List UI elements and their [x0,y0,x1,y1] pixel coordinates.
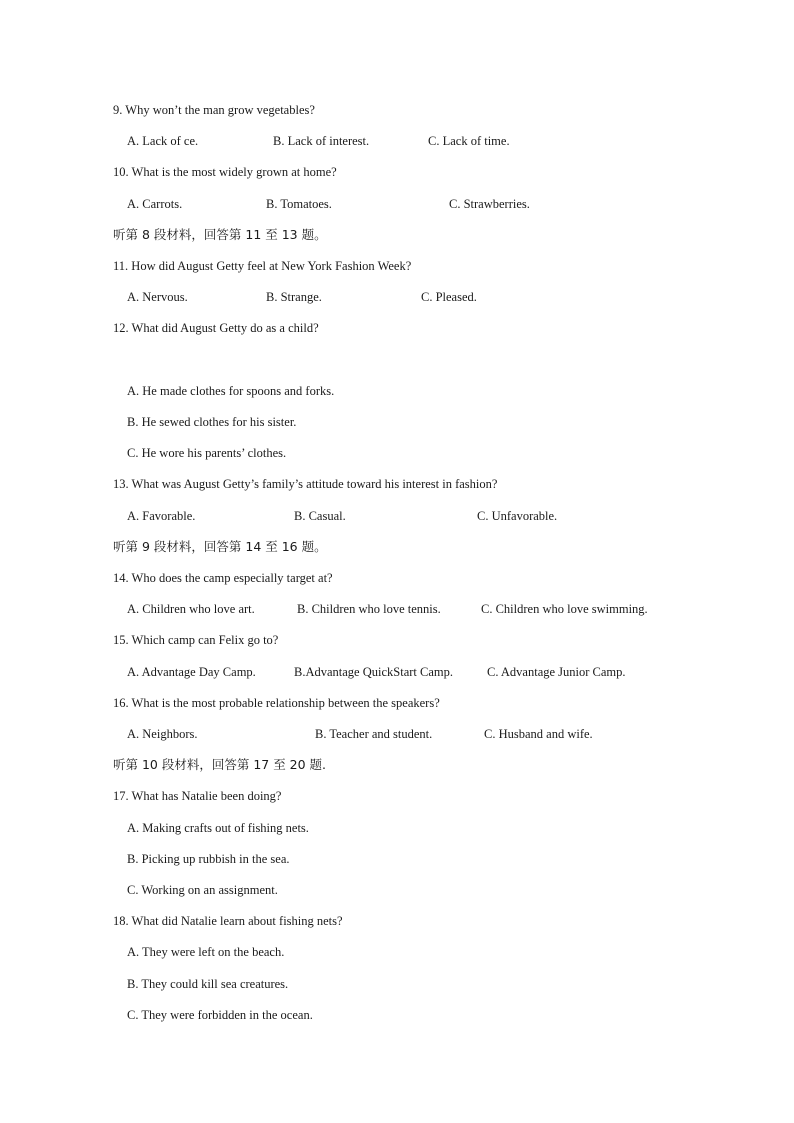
option-b: B. Casual. [294,509,346,523]
option-a: A. Nervous. [127,290,188,304]
option-c: C. Unfavorable. [477,509,558,523]
option-a: A. Neighbors. [127,727,198,741]
option-c: C. Husband and wife. [484,727,593,741]
section-heading-9: 听第 9 段材料，回答第 14 至 16 题。 [113,539,327,554]
question-11: 11. How did August Getty feel at New York Fashion Week? [113,259,412,273]
option-c: C. Working on an assignment. [127,883,278,897]
question-15: 15. Which camp can Felix go to? [113,633,279,647]
question-14: 14. Who does the camp especially target at? [113,571,333,585]
option-b: B. He sewed clothes for his sister. [127,415,297,429]
option-a: A. He made clothes for spoons and forks. [127,384,335,398]
option-b: B. Teacher and student. [315,727,433,741]
option-c: C. Lack of time. [428,134,510,148]
question-12: 12. What did August Getty do as a child? [113,321,319,335]
option-a: A. Carrots. [127,197,183,211]
option-b: B. They could kill sea creatures. [127,977,289,991]
option-c: C. They were forbidden in the ocean. [127,1008,313,1022]
option-a: A. Making crafts out of fishing nets. [127,821,309,835]
section-heading-10: 听第 10 段材料，回答第 17 至 20 题. [113,757,327,772]
option-c: C. Children who love swimming. [481,602,648,616]
option-a: A. Lack of ce. [127,134,199,148]
option-a: A. They were left on the beach. [127,945,285,959]
option-b: B. Tomatoes. [266,197,332,211]
option-b: B.Advantage QuickStart Camp. [294,665,453,679]
option-c: C. He wore his parents’ clothes. [127,446,287,460]
question-16: 16. What is the most probable relationship between the speakers? [113,696,440,710]
question-17: 17. What has Natalie been doing? [113,789,282,803]
option-a: A. Children who love art. [127,602,255,616]
option-b: B. Children who love tennis. [297,602,441,616]
question-13: 13. What was August Getty’s family’s attitude toward his interest in fashion? [113,477,498,491]
option-b: B. Picking up rubbish in the sea. [127,852,290,866]
option-c: C. Strawberries. [449,197,530,211]
option-a: A. Advantage Day Camp. [127,665,256,679]
option-c: C. Advantage Junior Camp. [487,665,626,679]
option-b: B. Lack of interest. [273,134,370,148]
section-heading-8: 听第 8 段材料，回答第 11 至 13 题。 [113,227,327,242]
question-9: 9. Why won’t the man grow vegetables? [113,103,315,117]
question-10: 10. What is the most widely grown at home? [113,165,337,179]
option-c: C. Pleased. [421,290,477,304]
option-b: B. Strange. [266,290,322,304]
question-18: 18. What did Natalie learn about fishing nets? [113,914,343,928]
option-a: A. Favorable. [127,509,196,523]
